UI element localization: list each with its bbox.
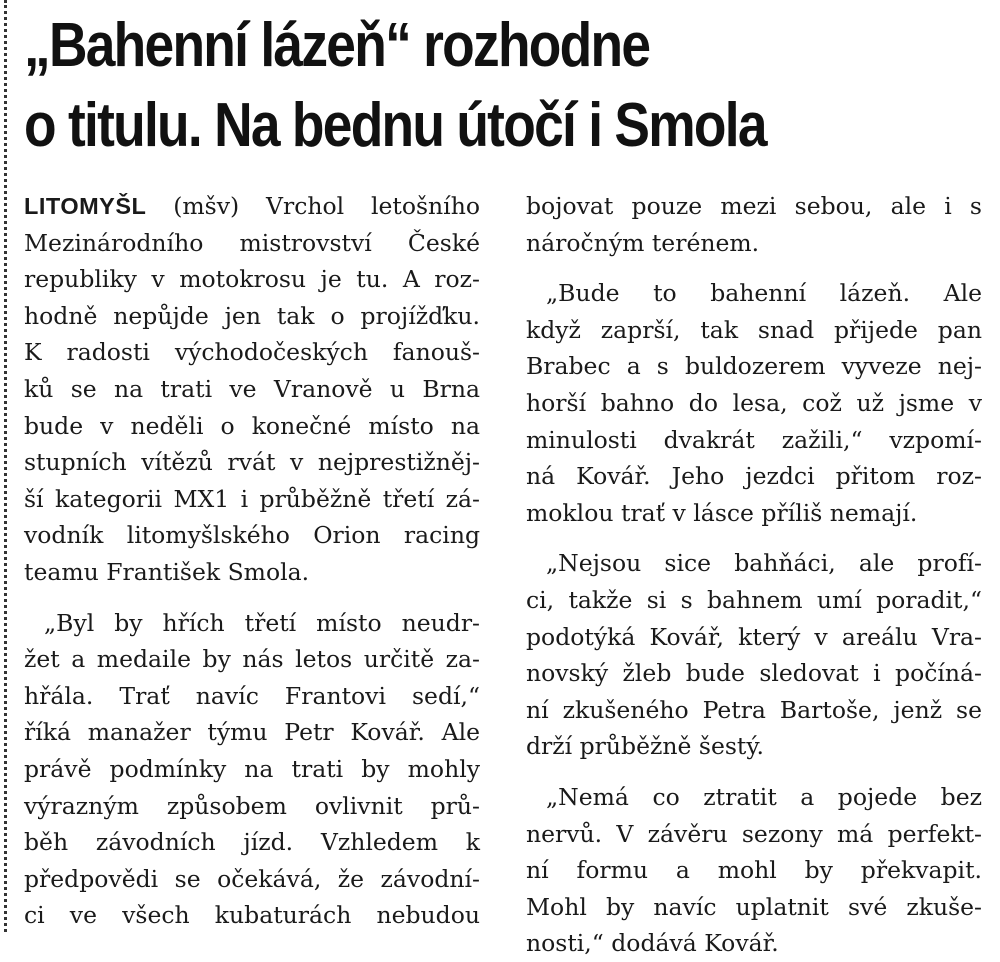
text-line: Mohl by navíc uplatnit své zkuše-: [526, 892, 982, 921]
text-line: moklou trať v lásce příliš nemají.: [526, 498, 918, 527]
text-line: ná Kovář. Jeho jezdci přitom roz-: [526, 462, 982, 491]
text-line: „Bude to bahenní lázeň. Ale: [546, 279, 982, 308]
text-line: předpovědi se očekává, že závodní-: [24, 864, 480, 893]
text-line: teamu František Smola.: [24, 557, 310, 586]
text-line: K radosti východočeských fanouš-: [24, 338, 480, 367]
text-line: když zaprší, tak snad přijede pan: [526, 315, 982, 344]
article-paragraph-4: [526, 275, 982, 531]
headline-line-2: o titulu. Na bednu útočí i Smola: [24, 91, 766, 160]
article-paragraph-2: [24, 605, 480, 934]
text-line: drží průběžně šestý.: [526, 732, 764, 761]
text-line-with-dateline: [24, 188, 480, 225]
text-line: nosti,“ dodává Kovář.: [526, 929, 779, 958]
article-headline: [24, 6, 858, 166]
text-line: novský žleb bude sledovat i počíná-: [526, 659, 982, 688]
text-line: (mšv) Vrchol letošního: [173, 192, 480, 220]
text-line: „Byl by hřích třetí místo neudr-: [44, 608, 480, 637]
text-line: právě podmínky na trati by mohly: [24, 754, 480, 783]
text-line: hodně nepůjde jen tak o projížďku.: [24, 301, 480, 330]
text-line: vodník litomyšlského Orion racing: [24, 521, 480, 550]
text-line: ší kategorii MX1 i průběžně třetí zá-: [24, 484, 480, 513]
text-line: hřála. Trať navíc Frantovi sedí,“: [24, 681, 480, 710]
article-column-left: [24, 188, 480, 934]
headline-line-1: „Bahenní lázeň“ rozhodne: [24, 11, 650, 80]
text-line: podotýká Kovář, který v areálu Vra-: [526, 622, 982, 651]
text-line: „Nemá co ztratit a pojede bez: [546, 782, 982, 811]
text-line: „Nejsou sice bahňáci, ale profí-: [546, 549, 982, 578]
text-line: náročným terénem.: [526, 228, 760, 257]
text-line: ní zkušeného Petra Bartoše, jenž se: [526, 695, 982, 724]
column-rule-dotted: [4, 0, 7, 932]
text-line: ci ve všech kubaturách nebudou: [24, 901, 480, 930]
article-paragraph-1: [24, 188, 480, 591]
text-line: ní formu a mohl by překvapit.: [526, 856, 982, 885]
text-line: horší bahno do lesa, což už jsme v: [526, 388, 982, 417]
article-paragraph-3: [526, 188, 982, 261]
text-line: Brabec a s buldozerem vyveze nej-: [526, 352, 982, 381]
article-paragraph-5: [526, 545, 982, 765]
text-line: republiky v motokrosu je tu. A roz-: [24, 265, 480, 294]
text-line: bude v neděli o konečné místo na: [24, 411, 480, 440]
text-line: bojovat pouze mezi sebou, ale i s: [526, 192, 982, 220]
text-line: ci, takže si s bahnem umí poradit,“: [526, 585, 982, 614]
text-line: stupních vítězů rvát v nejprestižněj-: [24, 448, 480, 477]
article-column-right: [526, 188, 982, 962]
text-line: nervů. V závěru sezony má perfekt-: [526, 819, 982, 848]
dateline: LITOMYŠL: [24, 193, 147, 219]
article-paragraph-6: [526, 779, 982, 962]
text-line: říká manažer týmu Petr Kovář. Ale: [24, 718, 480, 747]
text-line: běh závodních jízd. Vzhledem k: [24, 828, 480, 857]
text-line: Mezinárodního mistrovství České: [24, 228, 480, 257]
text-line: výrazným způsobem ovlivnit prů-: [24, 791, 480, 820]
text-line: žet a medaile by nás letos určitě za-: [24, 645, 480, 674]
text-line: minulosti dvakrát zažili,“ vzpomí-: [526, 425, 982, 454]
text-line: ků se na trati ve Vranově u Brna: [24, 374, 480, 403]
